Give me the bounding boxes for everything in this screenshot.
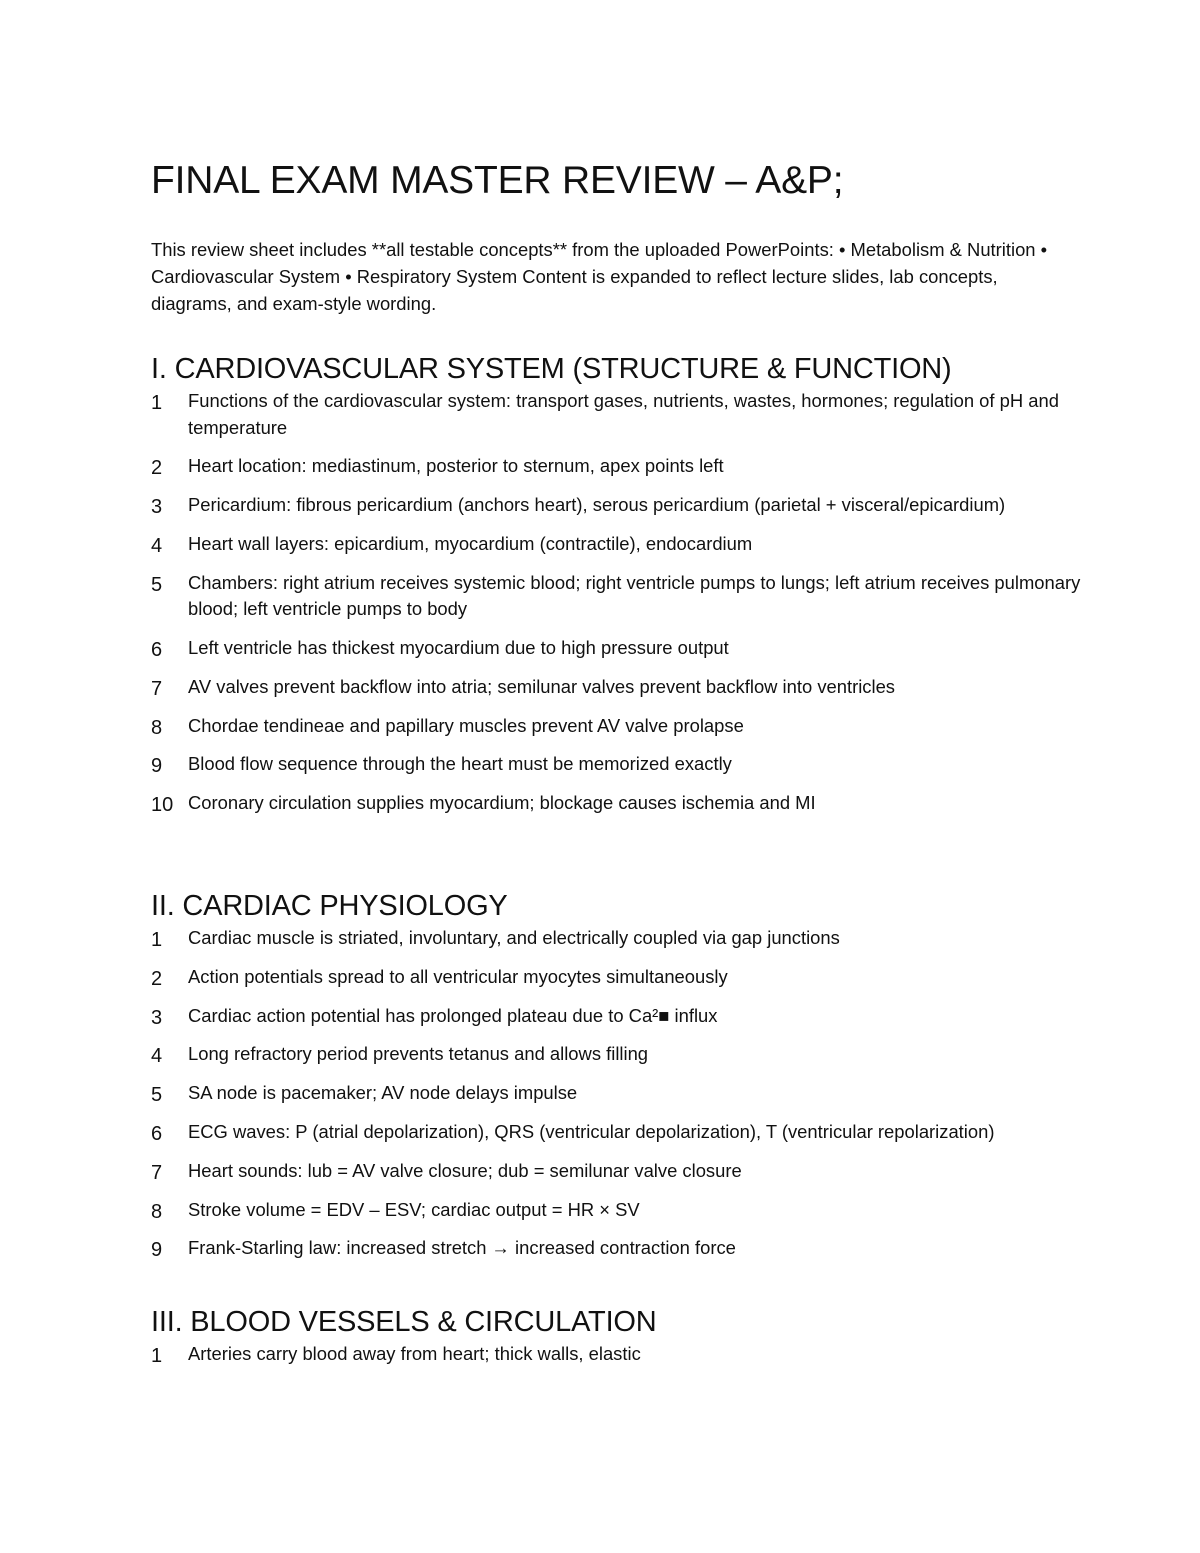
list-item [151, 1235, 1101, 1262]
item-number: 7 [151, 677, 163, 700]
list-item [151, 1197, 1101, 1224]
item-number: 9 [151, 1239, 163, 1262]
section-heading: III. BLOOD VESSELS & CIRCULATION [151, 1306, 657, 1338]
list-item [151, 1341, 1101, 1368]
list-item [151, 713, 1101, 740]
list-item [151, 531, 1101, 558]
item-number: 1 [151, 392, 163, 414]
item-text: Cardiac muscle is striated, involuntary, and electrically coupled via gap junctions [188, 927, 840, 948]
item-number: 6 [151, 1122, 163, 1145]
item-number: 4 [151, 1045, 163, 1068]
section-cardiac-physiology [151, 888, 1101, 1262]
list-item [151, 1119, 1101, 1146]
item-text: ECG waves: P (atrial depolarization), QRS (ventricular depolarization), T (ventricular repolarization) [188, 1120, 995, 1142]
item-text: AV valves prevent backflow into atria; semilunar valves prevent backflow into ventricles [188, 675, 895, 697]
item-number: 3 [151, 1006, 163, 1029]
item-number: 8 [151, 1200, 163, 1223]
section-heading: I. CARDIOVASCULAR SYSTEM (STRUCTURE & FUNCTION) [151, 353, 952, 385]
list-item [151, 751, 1101, 778]
item-number: 10 [151, 794, 174, 817]
item-text: Arteries carry blood away from heart; thick walls, elastic [188, 1343, 641, 1364]
numbered-list [151, 925, 1101, 1262]
item-number: 2 [151, 967, 163, 990]
list-item [151, 1158, 1101, 1185]
item-text: Functions of the cardiovascular system: transport gases, nutrients, wastes, hormones; regulation of pH and temperature [188, 390, 1059, 438]
section-heading: II. CARDIAC PHYSIOLOGY [151, 890, 508, 922]
list-item [151, 790, 1101, 817]
item-number: 3 [151, 496, 163, 519]
section-cardiovascular-system [151, 351, 1101, 817]
intro-paragraph: This review sheet includes **all testable concepts** from the uploaded PowerPoints: • Metabolism & Nutrition • Cardiovascular System • Respiratory System Content is expanded to reflect lecture slides, lab concepts, diagrams, and exam-style wording. [151, 239, 1048, 314]
item-text: Heart sounds: lub = AV valve closure; dub = semilunar valve closure [188, 1159, 742, 1181]
item-text: Heart wall layers: epicardium, myocardium (contractile), endocardium [188, 532, 753, 554]
list-item [151, 635, 1101, 662]
item-text: Coronary circulation supplies myocardium; blockage causes ischemia and MI [188, 792, 816, 814]
page-title: FINAL EXAM MASTER REVIEW – A&P; [151, 159, 844, 202]
list-item [151, 1041, 1101, 1068]
item-number: 5 [151, 573, 163, 596]
list-item [151, 1003, 1101, 1030]
item-number: 4 [151, 534, 163, 557]
list-item [151, 453, 1101, 480]
item-number: 1 [151, 929, 163, 951]
item-text: SA node is pacemaker; AV node delays impulse [188, 1082, 578, 1104]
item-text: Long refractory period prevents tetanus and allows filling [188, 1043, 649, 1065]
item-number: 9 [151, 755, 163, 778]
item-text: Chambers: right atrium receives systemic blood; right ventricle pumps to lungs; left atrium receives pulmonary blood; left ventricle pumps to body [188, 571, 1081, 620]
list-item [151, 925, 1101, 952]
list-item [151, 964, 1101, 991]
item-text: Chordae tendineae and papillary muscles prevent AV valve prolapse [188, 714, 744, 736]
item-text: Pericardium: fibrous pericardium (anchors heart), serous pericardium (parietal + visceral/epicardium) [188, 494, 1006, 516]
list-item [151, 1080, 1101, 1107]
list-item [151, 570, 1101, 623]
list-item [151, 388, 1101, 441]
item-text: Left ventricle has thickest myocardium due to high pressure output [188, 636, 729, 658]
item-text: Cardiac action potential has prolonged plateau due to Ca²■ influx [188, 1004, 718, 1026]
numbered-list [151, 388, 1101, 817]
item-text: Blood flow sequence through the heart must be memorized exactly [188, 753, 732, 775]
item-number: 7 [151, 1161, 163, 1184]
item-number: 5 [151, 1084, 163, 1107]
section-blood-vessels-circulation [151, 1304, 1101, 1368]
item-number: 2 [151, 457, 163, 480]
item-number: 8 [151, 716, 163, 739]
item-text: Stroke volume = EDV – ESV; cardiac output = HR × SV [188, 1198, 640, 1220]
item-text: Action potentials spread to all ventricular myocytes simultaneously [188, 965, 728, 987]
item-text: Heart location: mediastinum, posterior to sternum, apex points left [188, 455, 724, 477]
item-text: Frank-Starling law: increased stretch → increased contraction force [188, 1237, 736, 1259]
list-item [151, 674, 1101, 701]
list-item [151, 492, 1101, 519]
item-number: 6 [151, 638, 163, 661]
item-number: 1 [151, 1345, 163, 1367]
numbered-list [151, 1341, 1101, 1368]
